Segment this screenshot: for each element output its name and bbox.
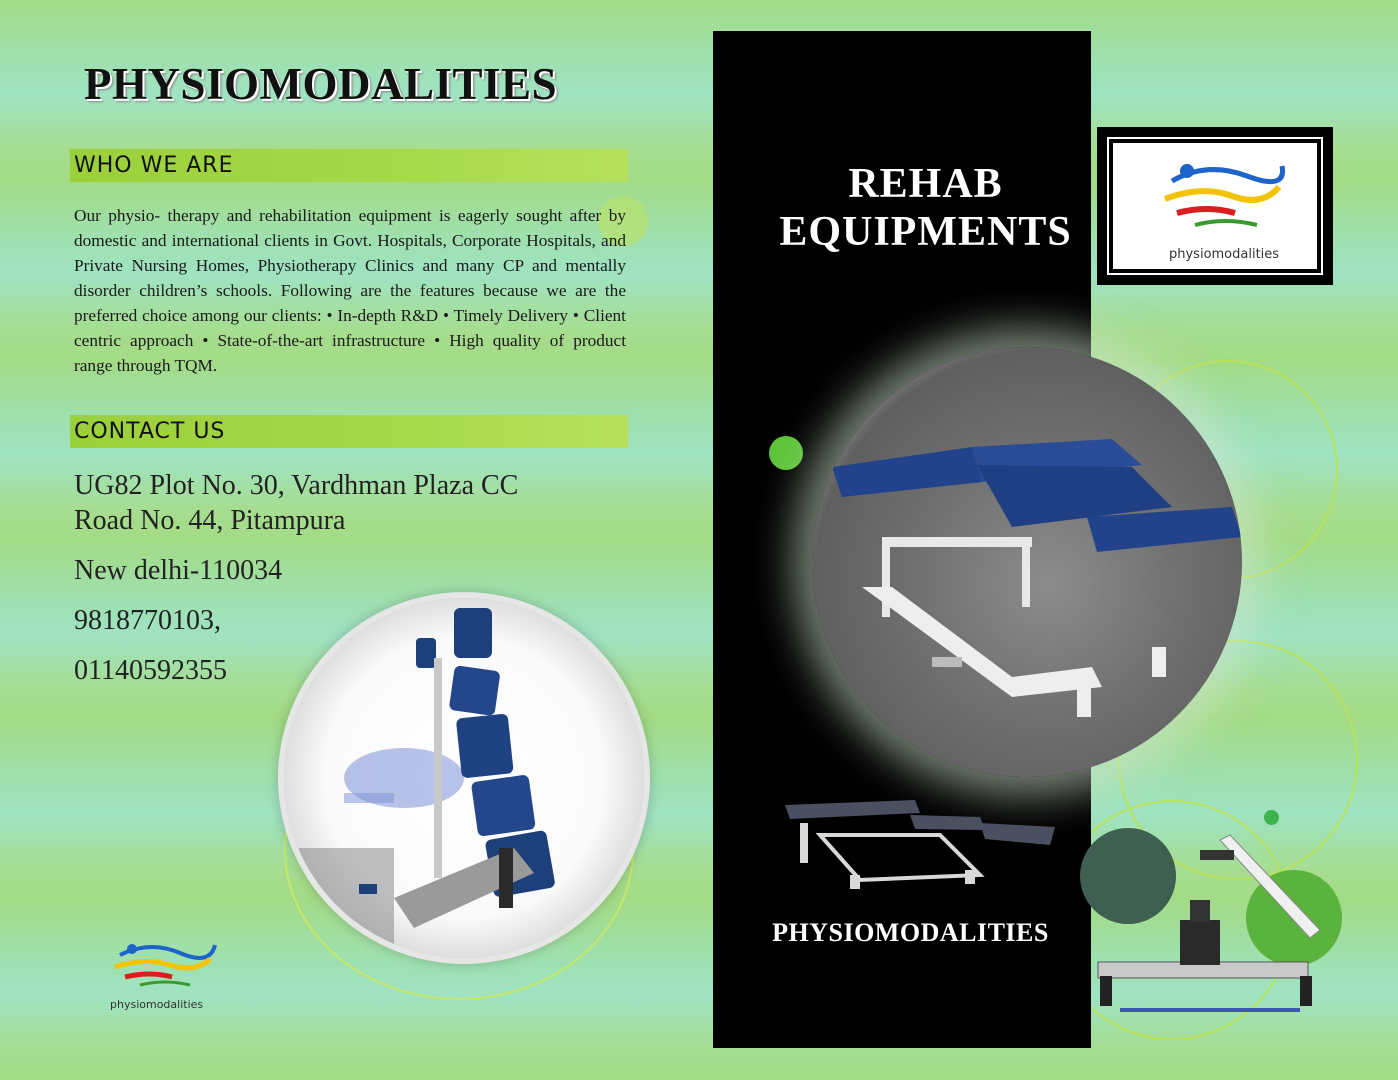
who-we-are-heading: WHO WE ARE xyxy=(70,149,628,182)
rehab-machine-image xyxy=(1090,830,1340,1015)
rehab-equipments-title xyxy=(713,160,1138,256)
brand-logo-panel xyxy=(1113,143,1317,269)
treatment-table-illustration xyxy=(812,347,1242,777)
chiropractic-table-illustration xyxy=(780,795,1060,895)
traction-chair-illustration xyxy=(284,598,644,958)
brand-logo-caption: physiomodalities xyxy=(1169,247,1280,262)
center-footer-brand: PHYSIOMODALITIES xyxy=(772,918,1049,947)
treatment-table-image xyxy=(812,347,1242,777)
traction-chair-image xyxy=(284,598,644,958)
chiropractic-table-image xyxy=(780,795,1060,895)
contact-city: New delhi-110034 xyxy=(74,555,283,586)
decor-dot xyxy=(769,436,803,470)
footer-logo-caption: physiomodalities xyxy=(110,998,204,1011)
contact-address-line2: Road No. 44, Pitampura xyxy=(74,505,346,536)
running-figure-logo-icon xyxy=(110,935,220,993)
decor-dot xyxy=(1264,810,1279,825)
contact-address-line1: UG82 Plot No. 30, Vardhman Plaza CC xyxy=(74,470,519,501)
contact-phone-1: 9818770103, xyxy=(74,605,221,636)
brand-logo-frame xyxy=(1107,137,1323,275)
rehab-machine-illustration xyxy=(1090,830,1340,1015)
running-figure-logo-icon xyxy=(1157,151,1287,241)
rehab-title-line1: REHAB xyxy=(848,161,1003,207)
footer-logo xyxy=(110,935,230,1015)
brand-title: PHYSIOMODALITIES xyxy=(84,59,558,109)
who-we-are-body: Our physio- therapy and rehabilitation equipment is eagerly sought after by domestic and international clients in Govt. Hospitals, Corporate Hospitals, and Private Nursing Homes, Physiotherapy Clinics and many CP and mentally disorder children’s schools. Following are the features because we are the preferred choice among our clients: • In-depth R&D • Timely Delivery • Client centric approach • State-of-the-art infrastructure • High quality of product range through TQM. xyxy=(74,206,626,375)
rehab-title-line2: EQUIPMENTS xyxy=(779,209,1072,255)
contact-phone-2: 01140592355 xyxy=(74,655,227,686)
brand-logo-box xyxy=(1097,127,1333,285)
contact-us-heading: CONTACT US xyxy=(70,415,628,448)
